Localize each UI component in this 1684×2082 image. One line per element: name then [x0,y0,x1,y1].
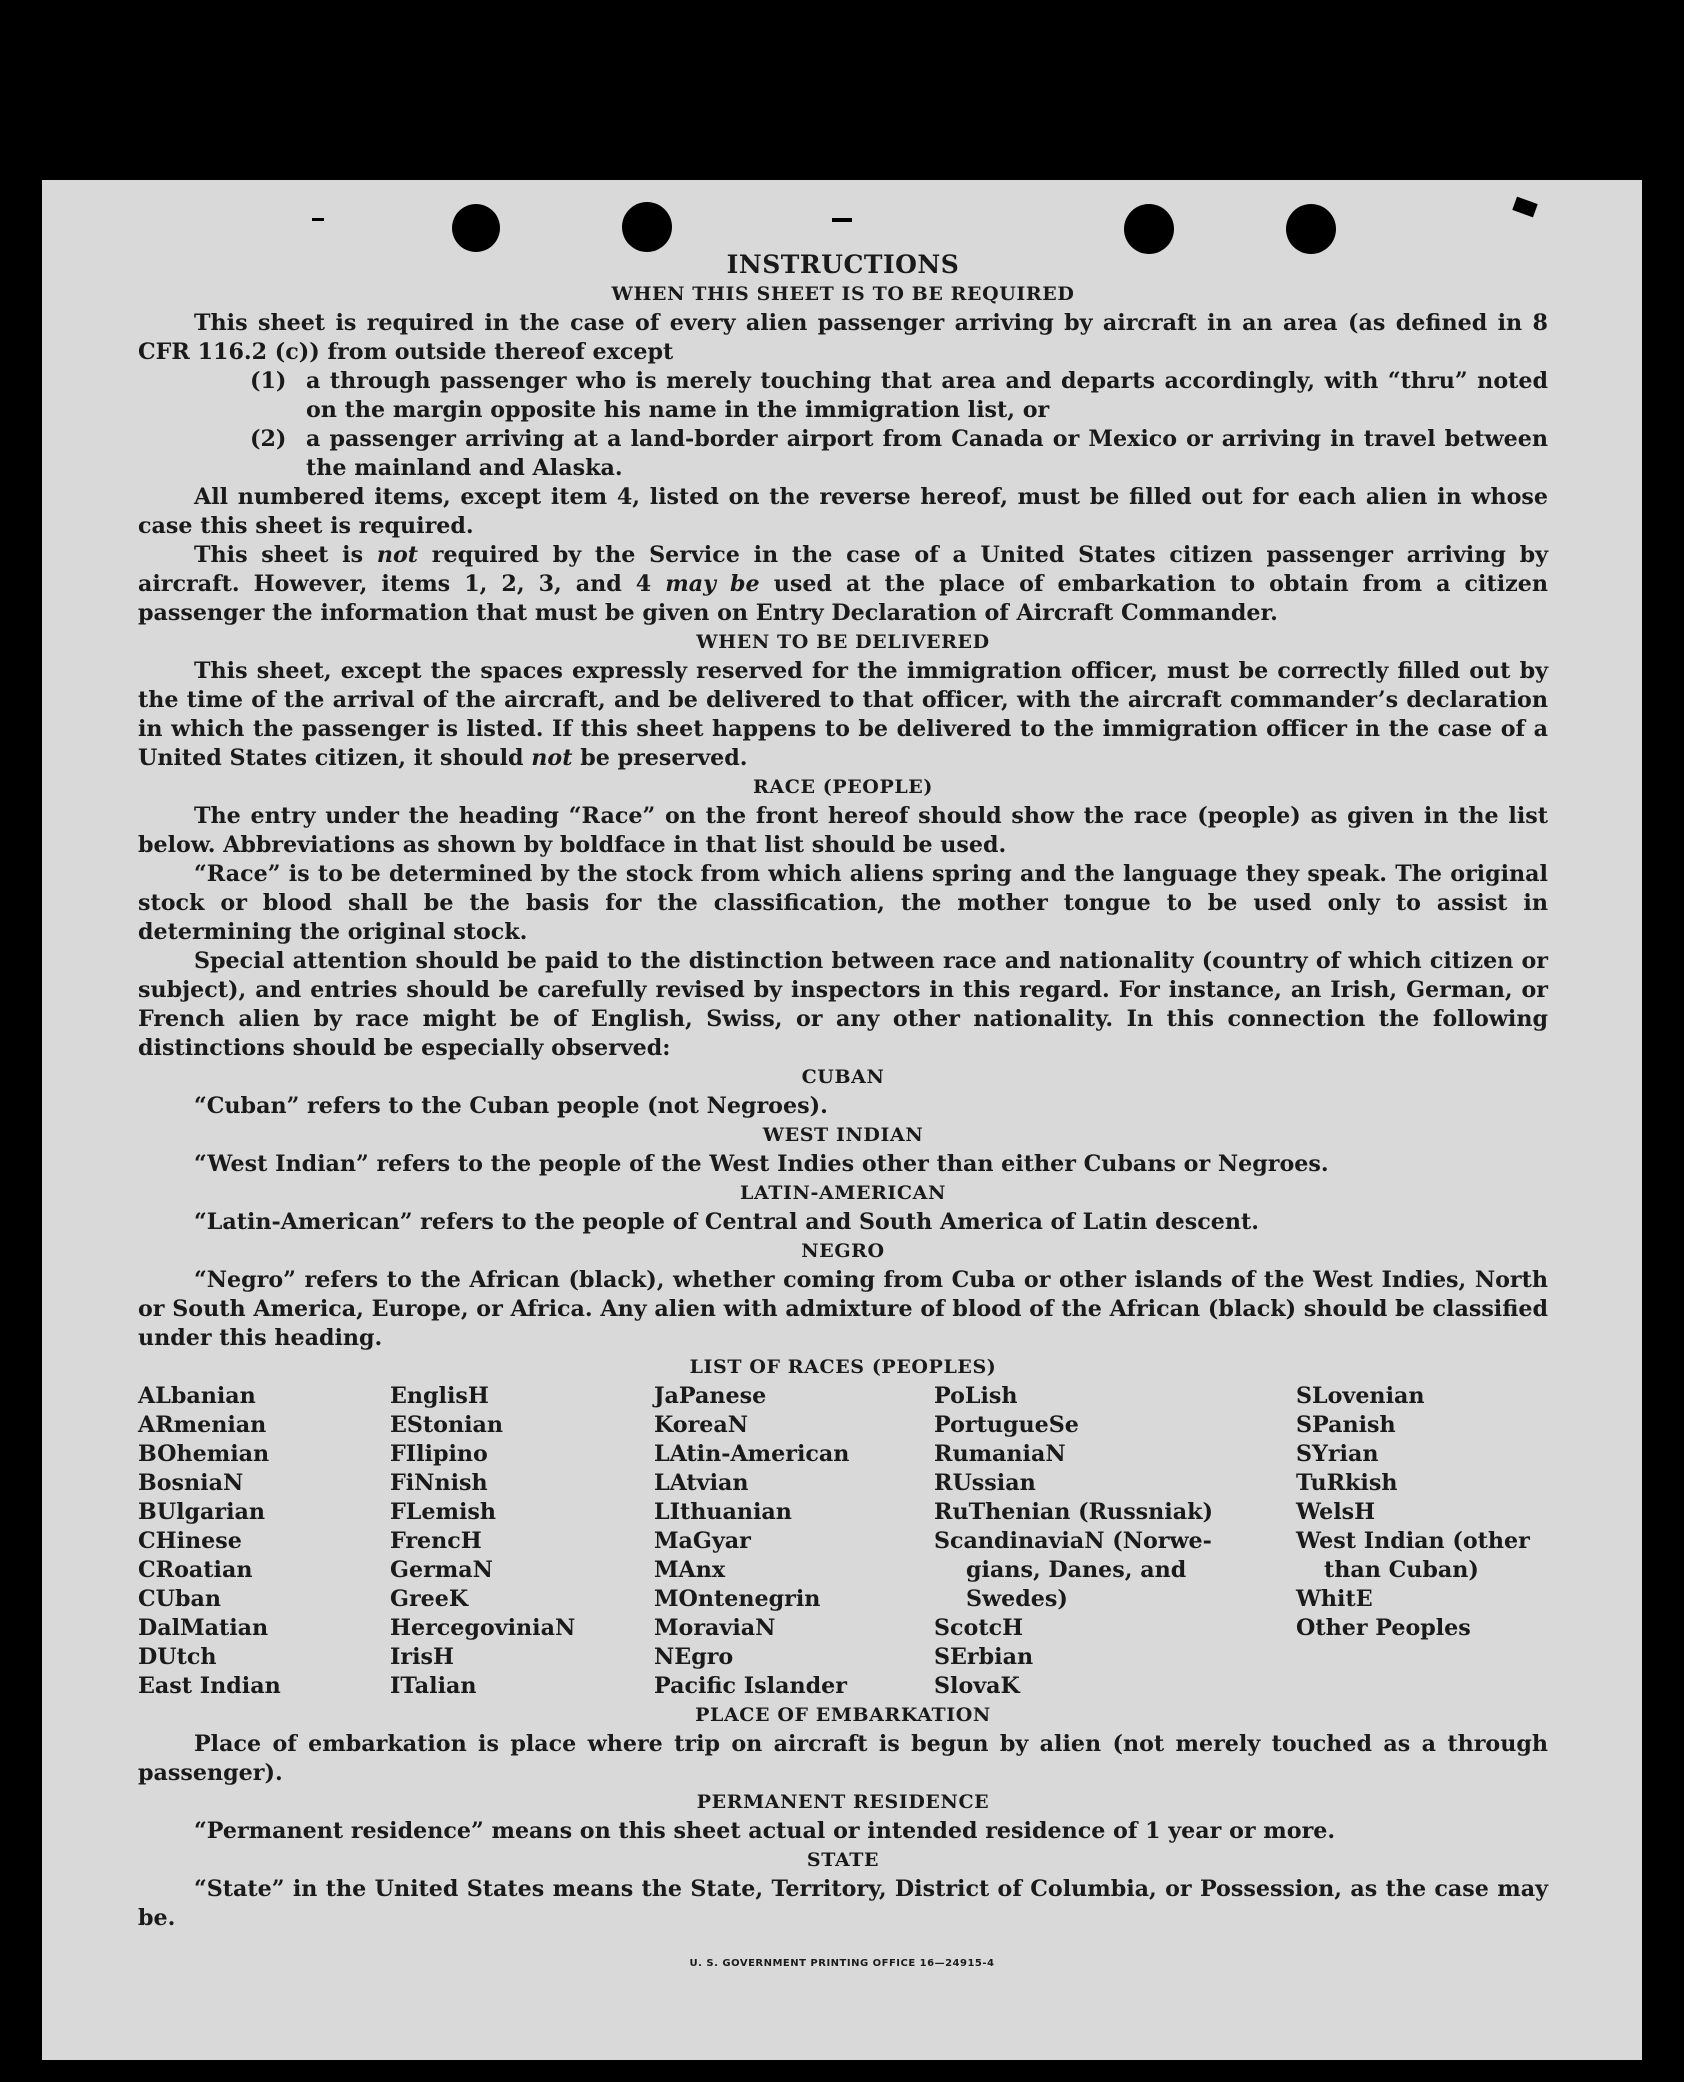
permanent-residence-text: “Permanent residence” means on this sheet actual or intended residence of 1 year or more. [194,1818,1336,1844]
required-intro: This sheet is required in the case of every alien passenger arriving by aircraft in an area (as defined in 8 CFR 116.2 (c)) from outside thereof except [138,310,1548,365]
heading-required: WHEN THIS SHEET IS TO BE REQUIRED [611,283,1075,305]
exception-item [138,425,1548,483]
instructions-body [138,250,1548,1933]
race-entry: GermaN [390,1557,493,1583]
race-entry: SPanish [1296,1412,1396,1438]
state-text: “State” in the United States means the State, Territory, District of Columbia, or Possession, as the case may be. [138,1876,1548,1931]
race-entry-continued: Swedes) [966,1586,1068,1612]
printing-office-footer: U. S. GOVERNMENT PRINTING OFFICE 16—24915-4 [689,1958,995,1969]
race-entry: GreeK [390,1586,469,1612]
document-sheet [42,180,1642,2060]
race-entry: SErbian [934,1644,1034,1670]
race-entry: SlovaK [934,1673,1020,1699]
race-entry: ScandinaviaN (Norwe- [934,1528,1212,1554]
exception-text: a passenger arriving at a land-border airport from Canada or Mexico or arriving in travel between the mainland and Alaska. [306,426,1548,481]
race-entry: JaPanese [654,1383,767,1409]
delivered-text-1: This sheet, except the spaces expressly reserved for the immigration officer, must be correctly filled out by the time of the arrival of the aircraft, and be delivered to that officer, with the aircraft commander’s declaration in which the passenger is listed. If this sheet happens to be delivered to the immigration officer in the case of a United States citizen, it should [138,658,1548,771]
race-entry: West Indian (other [1296,1528,1530,1554]
race-entry: HercegoviniaN [390,1615,576,1641]
race-entry: PoLish [934,1383,1018,1409]
race-entry: LAtin-American [654,1441,850,1467]
race-entry: DalMatian [138,1615,269,1641]
heading-embarkation: PLACE OF EMBARKATION [695,1704,991,1726]
races-column [138,1382,390,1701]
heading-cuban: CUBAN [801,1066,885,1088]
race-paragraph-3: Special attention should be paid to the distinction between race and nationality (country of which citizen or subject), and entries should be carefully revised by inspectors in this regard. For instance, an Irish, German, or French alien by race might be of English, Swiss, or any other nationality. In this connection the following distinctions should be especially observed: [138,948,1548,1061]
exception-item [138,367,1548,425]
citizen-paragraph [138,541,1548,628]
race-entry: ITalian [390,1673,477,1699]
race-entry: RUssian [934,1470,1036,1496]
races-column [390,1382,654,1701]
race-entry: CHinese [138,1528,242,1554]
exception-text: a through passenger who is merely touching that area and departs accordingly, with “thru” noted on the margin opposite his name in the immigration list, or [306,368,1548,423]
race-entry: Pacific Islander [654,1673,847,1699]
race-entry: East Indian [138,1673,281,1699]
races-list [138,1382,1548,1701]
race-entry: BosniaN [138,1470,244,1496]
race-entry: ALbanian [138,1383,256,1409]
race-entry: SLovenian [1296,1383,1425,1409]
punch-hole [1124,204,1174,254]
race-entry: TuRkish [1296,1470,1398,1496]
race-entry: RuThenian (Russniak) [934,1499,1213,1525]
latin-american-text: “Latin-American” refers to the people of Central and South America of Latin descent. [194,1209,1259,1235]
race-entry: KoreaN [654,1412,749,1438]
citizen-emphasis-not: not [376,542,419,568]
race-entry: IrisH [390,1644,454,1670]
cuban-text: “Cuban” refers to the Cuban people (not Negroes). [194,1093,828,1119]
heading-delivered: WHEN TO BE DELIVERED [696,631,990,653]
ink-mark [1512,197,1537,218]
delivered-paragraph [138,657,1548,773]
delivered-text-2: be preserved. [580,745,748,771]
race-entry-continued: gians, Danes, and [966,1557,1187,1583]
race-entry: NEgro [654,1644,734,1670]
race-entry: FrencH [390,1528,482,1554]
race-paragraph-2: “Race” is to be determined by the stock from which aliens spring and the language they speak. The original stock or blood shall be the basis for the classification, the mother tongue to be used only to assist in determining the original stock. [138,861,1548,945]
race-entry: MaGyar [654,1528,751,1554]
citizen-emphasis-maybe: may be [665,571,760,597]
race-entry: FLemish [390,1499,496,1525]
race-entry: ScotcH [934,1615,1024,1641]
delivered-emphasis-not: not [531,745,573,771]
heading-permanent-residence: PERMANENT RESIDENCE [696,1791,990,1813]
citizen-text-2: required by the Service in the case of a United States citizen passenger arriving by aircraft. However, items 1, 2, 3, and 4 [138,542,1549,597]
race-entry: ARmenian [138,1412,267,1438]
heading-negro: NEGRO [801,1240,885,1262]
race-entry: CRoatian [138,1557,253,1583]
punch-hole [452,204,500,252]
races-column [934,1382,1296,1701]
race-entry: BUlgarian [138,1499,266,1525]
race-entry: LIthuanian [654,1499,792,1525]
ink-mark [312,218,324,221]
negro-text: “Negro” refers to the African (black), whether coming from Cuba or other islands of the West Indies, North or South America, Europe, or Africa. Any alien with admixture of blood of the African (black) should be classified under this heading. [138,1267,1548,1351]
page-title: INSTRUCTIONS [726,250,960,279]
embarkation-text: Place of embarkation is place where trip on aircraft is begun by alien (not merely touched as a through passenger). [138,1731,1548,1786]
race-entry: FIlipino [390,1441,488,1467]
ink-mark [832,218,852,222]
citizen-text-3: used at the place of embarkation to obtain from a citizen passenger the information that must be given on Entry Declaration of Aircraft Commander. [138,571,1548,626]
punch-hole [622,202,672,252]
race-entry: BOhemian [138,1441,270,1467]
exception-number: (1) [250,368,287,394]
races-column [1296,1382,1548,1701]
race-entry: EnglisH [390,1383,489,1409]
race-entry: WelsH [1296,1499,1376,1525]
exception-number: (2) [250,426,287,452]
race-entry: CUban [138,1586,222,1612]
race-entry: SYrian [1296,1441,1379,1467]
race-entry-continued: than Cuban) [1324,1557,1479,1583]
race-entry: EStonian [390,1412,504,1438]
numbered-items-paragraph: All numbered items, except item 4, listed on the reverse hereof, must be filled out for each alien in whose case this sheet is required. [138,484,1548,539]
races-column [654,1382,934,1701]
heading-race: RACE (PEOPLE) [753,776,933,798]
race-entry: DUtch [138,1644,217,1670]
race-paragraph-1: The entry under the heading “Race” on the front hereof should show the race (people) as given in the list below. Abbreviations as shown by boldface in that list should be used. [138,803,1548,858]
race-entry: MOntenegrin [654,1586,821,1612]
race-entry: PortugueSe [934,1412,1079,1438]
race-entry: LAtvian [654,1470,749,1496]
punch-hole [1286,204,1336,254]
race-entry: MAnx [654,1557,726,1583]
west-indian-text: “West Indian” refers to the people of the West Indies other than either Cubans or Negroes. [194,1151,1329,1177]
heading-state: STATE [806,1849,880,1871]
heading-list-of-races: LIST OF RACES (PEOPLES) [689,1356,997,1378]
citizen-text-1: This sheet is [194,542,364,568]
heading-west-indian: WEST INDIAN [762,1124,924,1146]
race-entry: Other Peoples [1296,1615,1471,1641]
heading-latin-american: LATIN-AMERICAN [740,1182,946,1204]
race-entry: RumaniaN [934,1441,1066,1467]
race-entry: WhitE [1296,1586,1373,1612]
race-entry: MoraviaN [654,1615,776,1641]
race-entry: FiNnish [390,1470,488,1496]
